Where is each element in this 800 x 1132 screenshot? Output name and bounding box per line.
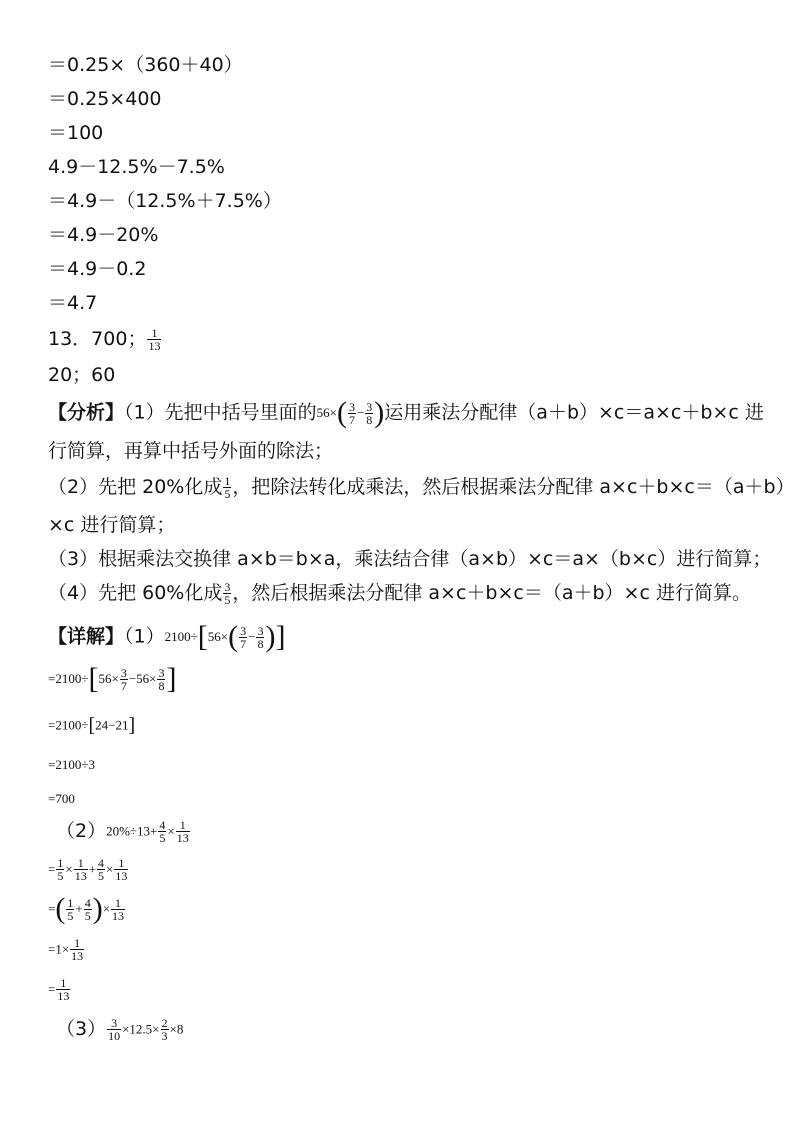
detail-line — [48, 856, 129, 883]
numerator: 3 — [120, 665, 127, 680]
left-bracket: [ — [88, 714, 96, 737]
fraction — [56, 857, 64, 882]
detail-line — [48, 622, 285, 652]
analysis-line — [48, 580, 751, 606]
math-text: = — [48, 861, 56, 877]
detail-line — [48, 712, 135, 739]
fraction — [56, 977, 70, 1002]
denominator: 8 — [158, 678, 165, 693]
math-text: × — [102, 901, 111, 916]
math-text: ×8 — [169, 1021, 184, 1037]
minus-sign: − — [248, 629, 256, 644]
right-paren: ) — [92, 892, 103, 925]
numerator: 4 — [159, 818, 166, 832]
fraction — [223, 475, 231, 500]
math-text: 24−21 — [95, 717, 129, 733]
numerator: 3 — [111, 1016, 118, 1030]
analysis-text: ，然后根据乘法分配律 a×c＋b×c＝（a＋b）×c 进行简算。 — [232, 582, 751, 604]
denominator: 3 — [161, 1029, 168, 1043]
denominator: 5 — [98, 869, 105, 883]
fraction — [114, 857, 128, 882]
calc-line: ＝0.25×（360＋40） — [48, 54, 243, 76]
calc-line: ＝4.9－20% — [48, 224, 159, 246]
numerator: 3 — [366, 399, 373, 414]
calc-line: ＝4.9－0.2 — [48, 258, 147, 280]
math-text: −56× — [128, 671, 157, 686]
numerator: 1 — [74, 936, 81, 950]
math-text: =1× — [48, 941, 70, 957]
analysis-text: ，把除法转化成乘法，然后根据乘法分配律 a×c＋b×c＝（a＋b） — [232, 476, 795, 498]
right-bracket: ] — [166, 662, 177, 695]
math-text: × — [106, 861, 114, 877]
numerator: 4 — [84, 895, 91, 910]
fraction — [176, 819, 190, 844]
numerator: 3 — [224, 580, 231, 594]
numerator: 1 — [118, 856, 125, 870]
math-text: =2100÷ — [48, 671, 89, 686]
fraction — [223, 581, 231, 606]
right-paren: ) — [374, 396, 385, 429]
denominator: 5 — [159, 831, 166, 845]
fraction — [239, 625, 247, 650]
denominator: 13 — [176, 831, 189, 845]
math-text: =2100÷ — [48, 717, 89, 733]
left-bracket: [ — [88, 662, 99, 695]
math-text: ×12.5× — [122, 1021, 160, 1037]
math-text: + — [88, 861, 97, 877]
detail-line — [48, 936, 85, 963]
calc-line: 4.9－12.5%－7.5% — [48, 156, 225, 178]
fraction — [348, 401, 356, 426]
analysis-text: （2）先把 20%化成 — [48, 476, 223, 498]
numerator: 2 — [161, 1016, 168, 1030]
numerator: 3 — [348, 399, 355, 414]
denominator: 10 — [108, 1029, 121, 1043]
denominator: 13 — [74, 869, 87, 883]
analysis-line: （3）根据乘法交换律 a×b＝b×a，乘法结合律（a×b）×c＝a×（b×c）进行简算； — [48, 548, 772, 570]
denominator: 7 — [348, 412, 355, 427]
fraction — [161, 1017, 169, 1042]
calc-line: ＝0.25×400 — [48, 88, 162, 110]
detail-line: =700 — [48, 791, 75, 806]
fraction — [147, 327, 161, 352]
denominator: 5 — [84, 908, 91, 923]
left-paren: ( — [55, 892, 66, 925]
denominator: 13 — [115, 869, 128, 883]
denominator: 13 — [57, 989, 70, 1003]
detail-line — [48, 664, 176, 694]
fraction — [97, 857, 105, 882]
detail-line: =2100÷3 — [48, 757, 95, 772]
analysis-text: （1）先把中括号里面的 — [124, 401, 317, 424]
calc-line: ＝100 — [48, 122, 104, 144]
fraction — [84, 897, 92, 922]
detail-line — [48, 894, 126, 924]
expression-56: 56× — [316, 405, 337, 420]
fraction — [365, 401, 373, 426]
detail-line — [48, 976, 71, 1003]
fraction — [158, 819, 166, 844]
left-bracket: [ — [197, 620, 208, 653]
analysis-tag: 【分析】 — [48, 401, 125, 424]
item-number: （1） — [124, 625, 165, 648]
math-text: 20%÷13+ — [106, 823, 158, 839]
math-text: 56× — [98, 671, 119, 686]
fraction — [74, 857, 88, 882]
analysis-text: （4）先把 60%化成 — [48, 582, 223, 604]
numerator: 1 — [224, 474, 231, 488]
fraction — [256, 625, 264, 650]
math-text: 56× — [207, 629, 229, 644]
fraction — [70, 937, 84, 962]
math-text: 2100÷ — [164, 629, 198, 644]
numerator: 4 — [98, 856, 105, 870]
fraction — [111, 897, 125, 922]
calc-line: ＝4.9－（12.5%＋7.5%） — [48, 190, 282, 212]
calc-line: ＝4.7 — [48, 292, 98, 314]
numerator: 1 — [179, 818, 186, 832]
fraction — [157, 667, 165, 692]
right-bracket: ] — [128, 714, 136, 737]
numerator: 1 — [77, 856, 84, 870]
numerator: 1 — [60, 976, 67, 990]
numerator: 1 — [57, 856, 64, 870]
denominator: 8 — [366, 412, 373, 427]
right-bracket: ] — [275, 620, 286, 653]
math-text: × — [167, 823, 175, 839]
math-text: = — [48, 981, 56, 997]
denominator: 5 — [224, 487, 231, 501]
detail-line — [48, 818, 191, 845]
item-number: （2） — [56, 820, 107, 842]
denominator: 7 — [240, 636, 247, 651]
detail-line — [48, 1016, 183, 1043]
answer-text: 13．700； — [48, 328, 147, 350]
denominator: 5 — [57, 869, 64, 883]
numerator: 3 — [240, 623, 247, 638]
analysis-line: ×c 进行简算； — [48, 514, 176, 536]
answer-line: 20；60 — [48, 364, 116, 386]
detail-tag: 【详解】 — [48, 625, 125, 648]
analysis-line: 行简算，再算中括号外面的除法； — [48, 440, 334, 462]
numerator: 3 — [257, 623, 264, 638]
math-text: = — [48, 901, 56, 916]
answer-line — [48, 326, 162, 352]
item-number: （3） — [56, 1018, 107, 1040]
numerator: 1 — [67, 895, 74, 910]
denominator: 13 — [112, 908, 125, 923]
right-paren: ) — [265, 620, 276, 653]
left-paren: ( — [336, 396, 347, 429]
denominator: 5 — [224, 593, 231, 607]
math-text: × — [65, 861, 73, 877]
fraction — [66, 897, 74, 922]
left-paren: ( — [228, 620, 239, 653]
numerator: 1 — [151, 326, 158, 340]
denominator: 5 — [67, 908, 74, 923]
analysis-text: 运用乘法分配律（a＋b）×c＝a×c＋b×c 进 — [384, 401, 764, 424]
denominator: 7 — [120, 678, 127, 693]
denominator: 13 — [71, 949, 84, 963]
minus-sign: − — [356, 405, 365, 420]
fraction — [120, 667, 128, 692]
math-text: + — [75, 901, 83, 916]
numerator: 1 — [115, 895, 122, 910]
denominator: 13 — [148, 339, 161, 353]
analysis-line — [48, 398, 764, 428]
numerator: 3 — [158, 665, 165, 680]
analysis-line — [48, 474, 795, 500]
denominator: 8 — [257, 636, 264, 651]
fraction — [107, 1017, 121, 1042]
